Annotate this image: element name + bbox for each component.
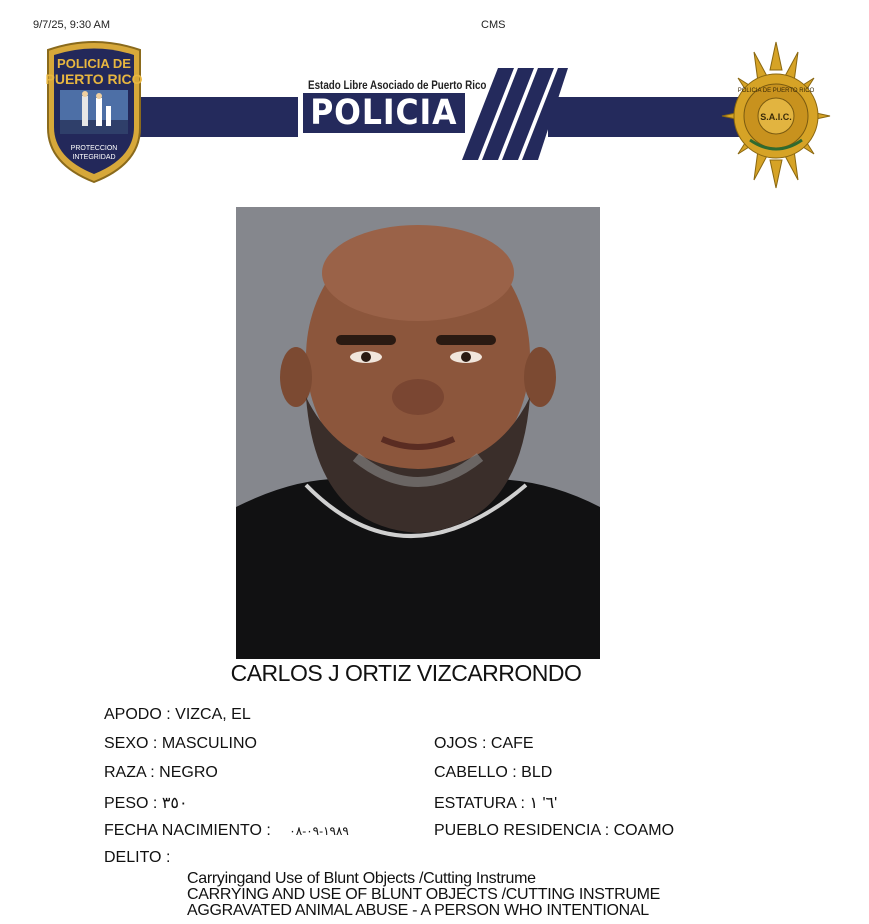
field-delito-label: DELITO : <box>104 849 171 866</box>
police-shield-logo <box>42 40 146 184</box>
field-sexo-value: MASCULINO <box>161 735 257 752</box>
person-photo-illustration <box>236 207 600 659</box>
svg-text:PROTECCION: PROTECCION <box>70 145 118 152</box>
field-sexo-label: SEXO : <box>104 735 158 752</box>
field-peso-value: ٣٥٠ <box>161 795 188 812</box>
print-app-name: CMS <box>481 19 506 31</box>
svg-text:POLICIA DE PUERTO RICO: POLICIA DE PUERTO RICO <box>737 88 815 94</box>
field-raza <box>104 764 218 782</box>
offense-line: AGGRAVATED ANIMAL ABUSE - A PERSON WHO INTENTIONAL <box>187 902 649 919</box>
print-date: 9/7/25, 9:30 AM <box>33 19 111 31</box>
field-ojos-label: OJOS : <box>434 735 487 752</box>
svg-text:PUERTO RICO: PUERTO RICO <box>45 71 143 87</box>
banner-stripes-icon <box>458 66 568 162</box>
svg-text:INTEGRIDAD: INTEGRIDAD <box>72 154 116 161</box>
field-ojos <box>434 735 534 753</box>
field-sexo <box>104 735 257 753</box>
field-estatura-value: ٦' ١' <box>529 795 558 812</box>
svg-text:S.A.I.C.: S.A.I.C. <box>760 112 792 122</box>
field-cabello-value: BLD <box>521 764 553 781</box>
person-name: CARLOS J ORTIZ VIZCARRONDO <box>230 660 582 686</box>
field-pueblo-residencia-label: PUEBLO RESIDENCIA : <box>434 822 610 839</box>
field-apodo <box>104 706 251 724</box>
field-cabello-label: CABELLO : <box>434 764 517 781</box>
field-delito <box>104 849 170 867</box>
field-estatura-label: ESTATURA : <box>434 795 525 812</box>
field-fecha-nacimiento-value: ١٩٨٩-٠٩-٠٨ <box>289 824 349 838</box>
field-fecha-nacimiento <box>104 822 349 840</box>
field-peso-label: PESO : <box>104 795 158 812</box>
field-raza-value: NEGRO <box>159 764 218 781</box>
field-peso <box>104 793 188 813</box>
mugshot-photo <box>236 207 600 659</box>
svg-text:POLICIA DE: POLICIA DE <box>57 56 131 71</box>
field-estatura <box>434 793 557 813</box>
field-apodo-value: VIZCA, EL <box>175 706 251 723</box>
offense-line: CARRYING AND USE OF BLUNT OBJECTS /CUTTING INSTRUME <box>187 886 661 903</box>
field-raza-label: RAZA : <box>104 764 155 781</box>
banner-title: POLICIA <box>303 93 465 133</box>
saic-gold-badge <box>720 40 832 190</box>
field-apodo-label: APODO : <box>104 706 171 723</box>
field-ojos-value: CAFE <box>490 735 534 752</box>
banner-subtitle: Estado Libre Asociado de Puerto Rico <box>308 78 487 92</box>
offense-line: Carryingand Use of Blunt Objects /Cutting Instrume <box>187 870 536 887</box>
field-pueblo-residencia-value: COAMO <box>613 822 675 839</box>
field-cabello <box>434 764 552 782</box>
field-fecha-nacimiento-label: FECHA NACIMIENTO : <box>104 822 271 839</box>
field-pueblo-residencia <box>434 822 674 840</box>
